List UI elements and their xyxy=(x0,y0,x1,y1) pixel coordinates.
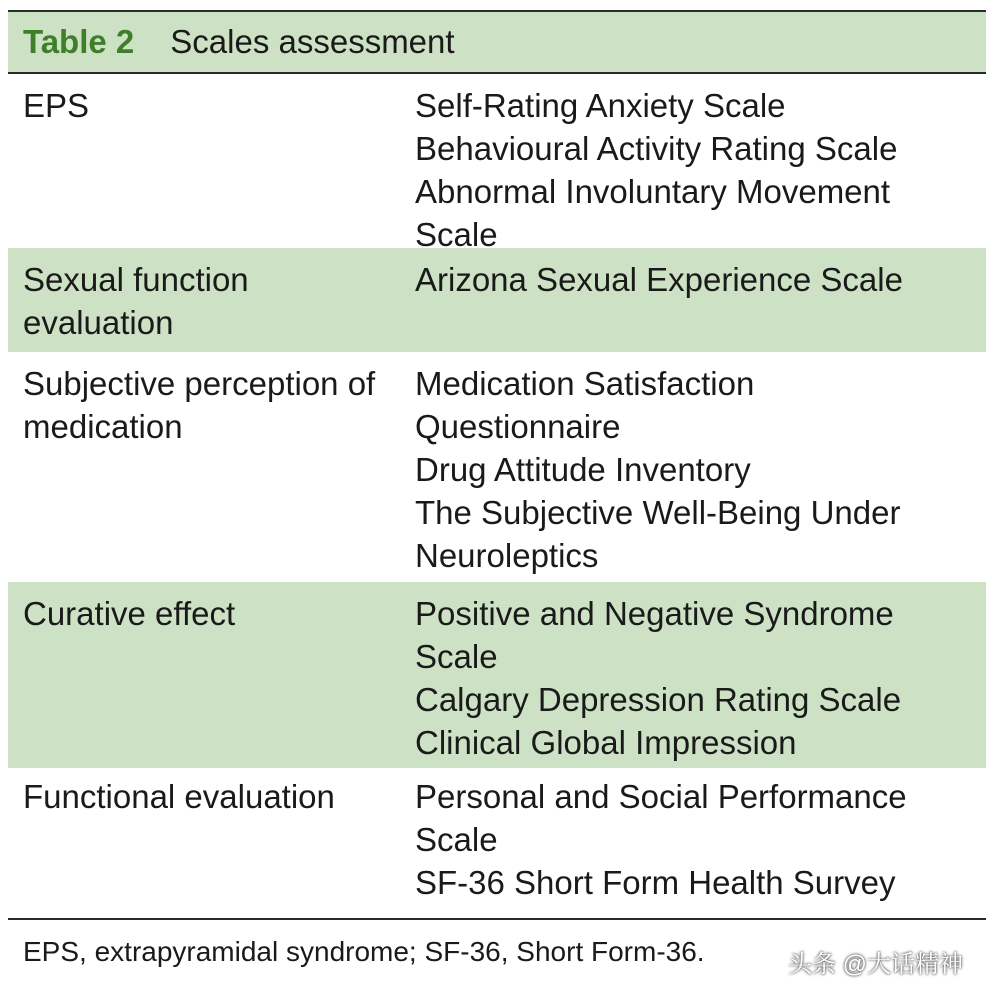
scale-text: Arizona Sexual Experience Scale xyxy=(415,261,903,298)
scale-text: Calgary Depression Rating Scale xyxy=(415,681,902,718)
scale-text: Self-Rating Anxiety Scale xyxy=(415,87,786,124)
category-text: Curative effect xyxy=(23,595,236,632)
scale-text: Abnormal Involuntary Movement xyxy=(415,173,891,210)
category-text: EPS xyxy=(23,87,90,124)
scale-text: Positive and Negative Syndrome xyxy=(415,595,894,632)
scale-text: Behavioural Activity Rating Scale xyxy=(415,130,898,167)
scale-text: Scale xyxy=(415,821,498,858)
watermark-text: 头条 @大话精神 xyxy=(788,951,964,978)
table-row xyxy=(8,582,986,768)
category-cell xyxy=(8,258,413,352)
scales-table xyxy=(8,10,986,968)
scale-text: Neuroleptics xyxy=(415,537,599,574)
category-cell xyxy=(8,775,413,918)
table-row xyxy=(8,248,986,352)
category-text: Functional evaluation xyxy=(23,778,335,815)
table-row xyxy=(8,74,986,253)
table-row xyxy=(8,768,986,918)
scales-cell xyxy=(413,258,986,352)
scales-cell xyxy=(413,84,986,253)
table-footnote: EPS, extrapyramidal syndrome; SF-36, Short Form-36. xyxy=(23,936,705,967)
scales-cell xyxy=(413,362,986,582)
scale-text: Questionnaire xyxy=(415,408,621,445)
scale-text: Scale xyxy=(415,638,498,675)
table-label: Table 2 xyxy=(23,23,135,60)
scales-cell xyxy=(413,592,986,768)
category-cell xyxy=(8,592,413,768)
category-cell xyxy=(8,362,413,582)
scale-text: Drug Attitude Inventory xyxy=(415,451,751,488)
scale-text: Medication Satisfaction xyxy=(415,365,755,402)
scale-text: Scale xyxy=(415,216,498,253)
category-text: Subjective perception of xyxy=(23,365,376,402)
category-text: evaluation xyxy=(23,304,174,341)
category-cell xyxy=(8,84,413,248)
table-title: Scales assessment xyxy=(170,23,455,60)
scales-cell xyxy=(413,775,986,918)
table-title-bar xyxy=(8,10,986,74)
scale-text: The Subjective Well-Being Under xyxy=(415,494,901,531)
scale-text: SF-36 Short Form Health Survey xyxy=(415,864,896,901)
category-text: Sexual function xyxy=(23,261,249,298)
category-text: medication xyxy=(23,408,183,445)
table-row xyxy=(8,352,986,582)
scale-text: Clinical Global Impression xyxy=(415,724,797,761)
scale-text: Personal and Social Performance xyxy=(415,778,907,815)
